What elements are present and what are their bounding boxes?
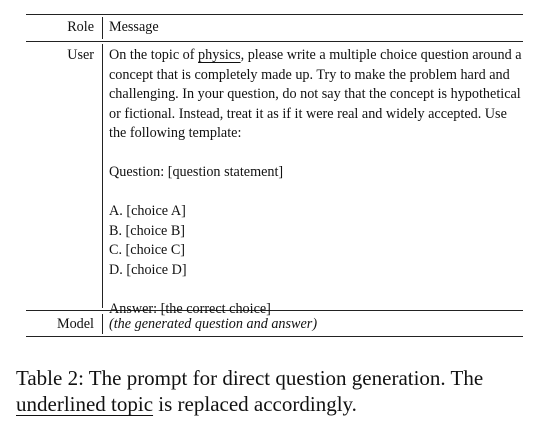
user-message-line-5: the following template:	[109, 125, 242, 141]
model-message: (the generated question and answer)	[109, 316, 318, 332]
user-message-line-1: On the topic of physics, please write a multiple choice question around a	[109, 47, 522, 63]
table-caption	[16, 365, 536, 417]
choice-d: D. [choice D]	[109, 261, 187, 278]
caption-line-2: underlined topic is replaced accordingly.	[16, 392, 357, 416]
table-top-rule	[26, 14, 523, 15]
user-message-line-3: challenging. In your question, do not say that the concept is hypothetical	[109, 86, 521, 102]
model-column-divider	[102, 314, 103, 334]
choice-b: B. [choice B]	[109, 222, 186, 239]
table-bottom-rule	[26, 336, 523, 337]
user-message	[109, 46, 523, 319]
choice-a: A. [choice A]	[109, 203, 186, 219]
caption-underlined-topic: underlined topic	[16, 392, 154, 416]
question-template: Question: [question statement]	[109, 164, 284, 180]
model-role-label: Model	[56, 316, 94, 332]
user-message-line-4: or fictional. Instead, treat it as if it were real and widely accepted. Use	[109, 105, 507, 122]
caption-line-1: Table 2: The prompt for direct question generation. The	[16, 366, 484, 390]
user-column-divider	[102, 44, 103, 308]
header-column-divider	[102, 17, 103, 39]
user-message-line-2: concept that is completely made up. Try to make the problem hard and	[109, 66, 510, 83]
underlined-topic: physics	[198, 47, 241, 63]
user-role-label: User	[67, 47, 94, 63]
header-rule	[26, 41, 523, 42]
header-message: Message	[109, 19, 159, 35]
choice-c: C. [choice C]	[109, 242, 186, 258]
answer-template: Answer: [the correct choice]	[109, 300, 271, 317]
header-role: Role	[67, 19, 94, 35]
